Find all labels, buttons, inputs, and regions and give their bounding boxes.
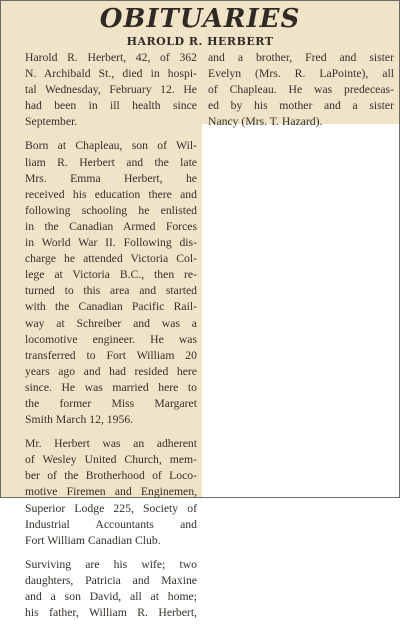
text-line: years ago and had resided here [25,364,197,378]
text-line: Mrs. Emma Herbert, he [25,171,197,185]
text-line: Nancy (Mrs. T. Hazard). [208,115,323,129]
text-line: his father, William R. Herbert, [25,606,197,620]
text-line: locomotive engineer. He was [25,332,197,346]
text-line: Fort William Canadian Club. [25,533,161,547]
text-line: and a son David, all at home; [25,590,197,603]
obituary-paragraph [9,50,197,130]
text-line: Superior Lodge 225, Society of [25,501,197,515]
text-line: with the Canadian Pacific Rail- [25,300,197,314]
text-line: since. He was married here to [25,380,197,394]
text-line: the former Miss Margaret [25,396,197,410]
text-line: tal Wednesday, February 12. He [25,83,197,97]
section-heading: OBITUARIES [99,4,301,34]
obituary-paragraph [9,138,197,428]
text-line: Harold R. Herbert, 42, of 362 [25,51,197,64]
text-line: charge he attended Victoria Col- [25,252,197,266]
text-line: Surviving are his wife; two [25,557,197,571]
obituary-name: HAROLD R. HERBERT [126,35,274,48]
text-line: in the Canadian Armed Forces [25,219,197,233]
text-line: N. Archibald St., died in hospi- [25,67,197,81]
obituary-paragraph [9,436,197,549]
obituary-paragraph [208,50,394,130]
text-line: ber of the Brotherhood of Loco- [25,469,197,483]
text-line: Mr. Herbert was an adherent [25,437,197,451]
text-line: had been in ill health since [25,99,197,113]
text-line: daughters, Patricia and Maxine [25,573,197,587]
text-line: September. [25,115,78,129]
text-line: transferred to Fort William 20 [25,348,197,362]
text-line: Smith March 12, 1956. [25,413,134,427]
text-line: Industrial Accountants and [25,517,197,531]
obituary-paragraph [9,557,197,621]
text-line: following schooling he enlisted [25,203,197,217]
text-line: of Chapleau. He was predeceas- [208,83,394,97]
text-line: Born at Chapleau, son of Wil- [25,139,197,153]
text-line: received his education there and [25,187,197,201]
text-line: Evelyn (Mrs. R. LaPointe), all [208,67,394,81]
text-line: and a brother, Fred and sister [208,51,394,64]
left-column [9,50,197,629]
text-line: motive Firemen and Enginemen, [25,485,197,499]
text-line: way at Schreiber and was a [25,316,197,330]
right-column [208,50,394,138]
text-line: in World War II. Following dis- [25,236,197,250]
text-line: ed by his mother and a sister [208,99,394,113]
text-line: liam R. Herbert and the late [25,155,197,169]
text-line: of Wesley United Church, mem- [25,453,197,467]
text-line: turned to this area and started [25,284,197,298]
text-line: lege at Victoria B.C., then re- [25,268,197,282]
